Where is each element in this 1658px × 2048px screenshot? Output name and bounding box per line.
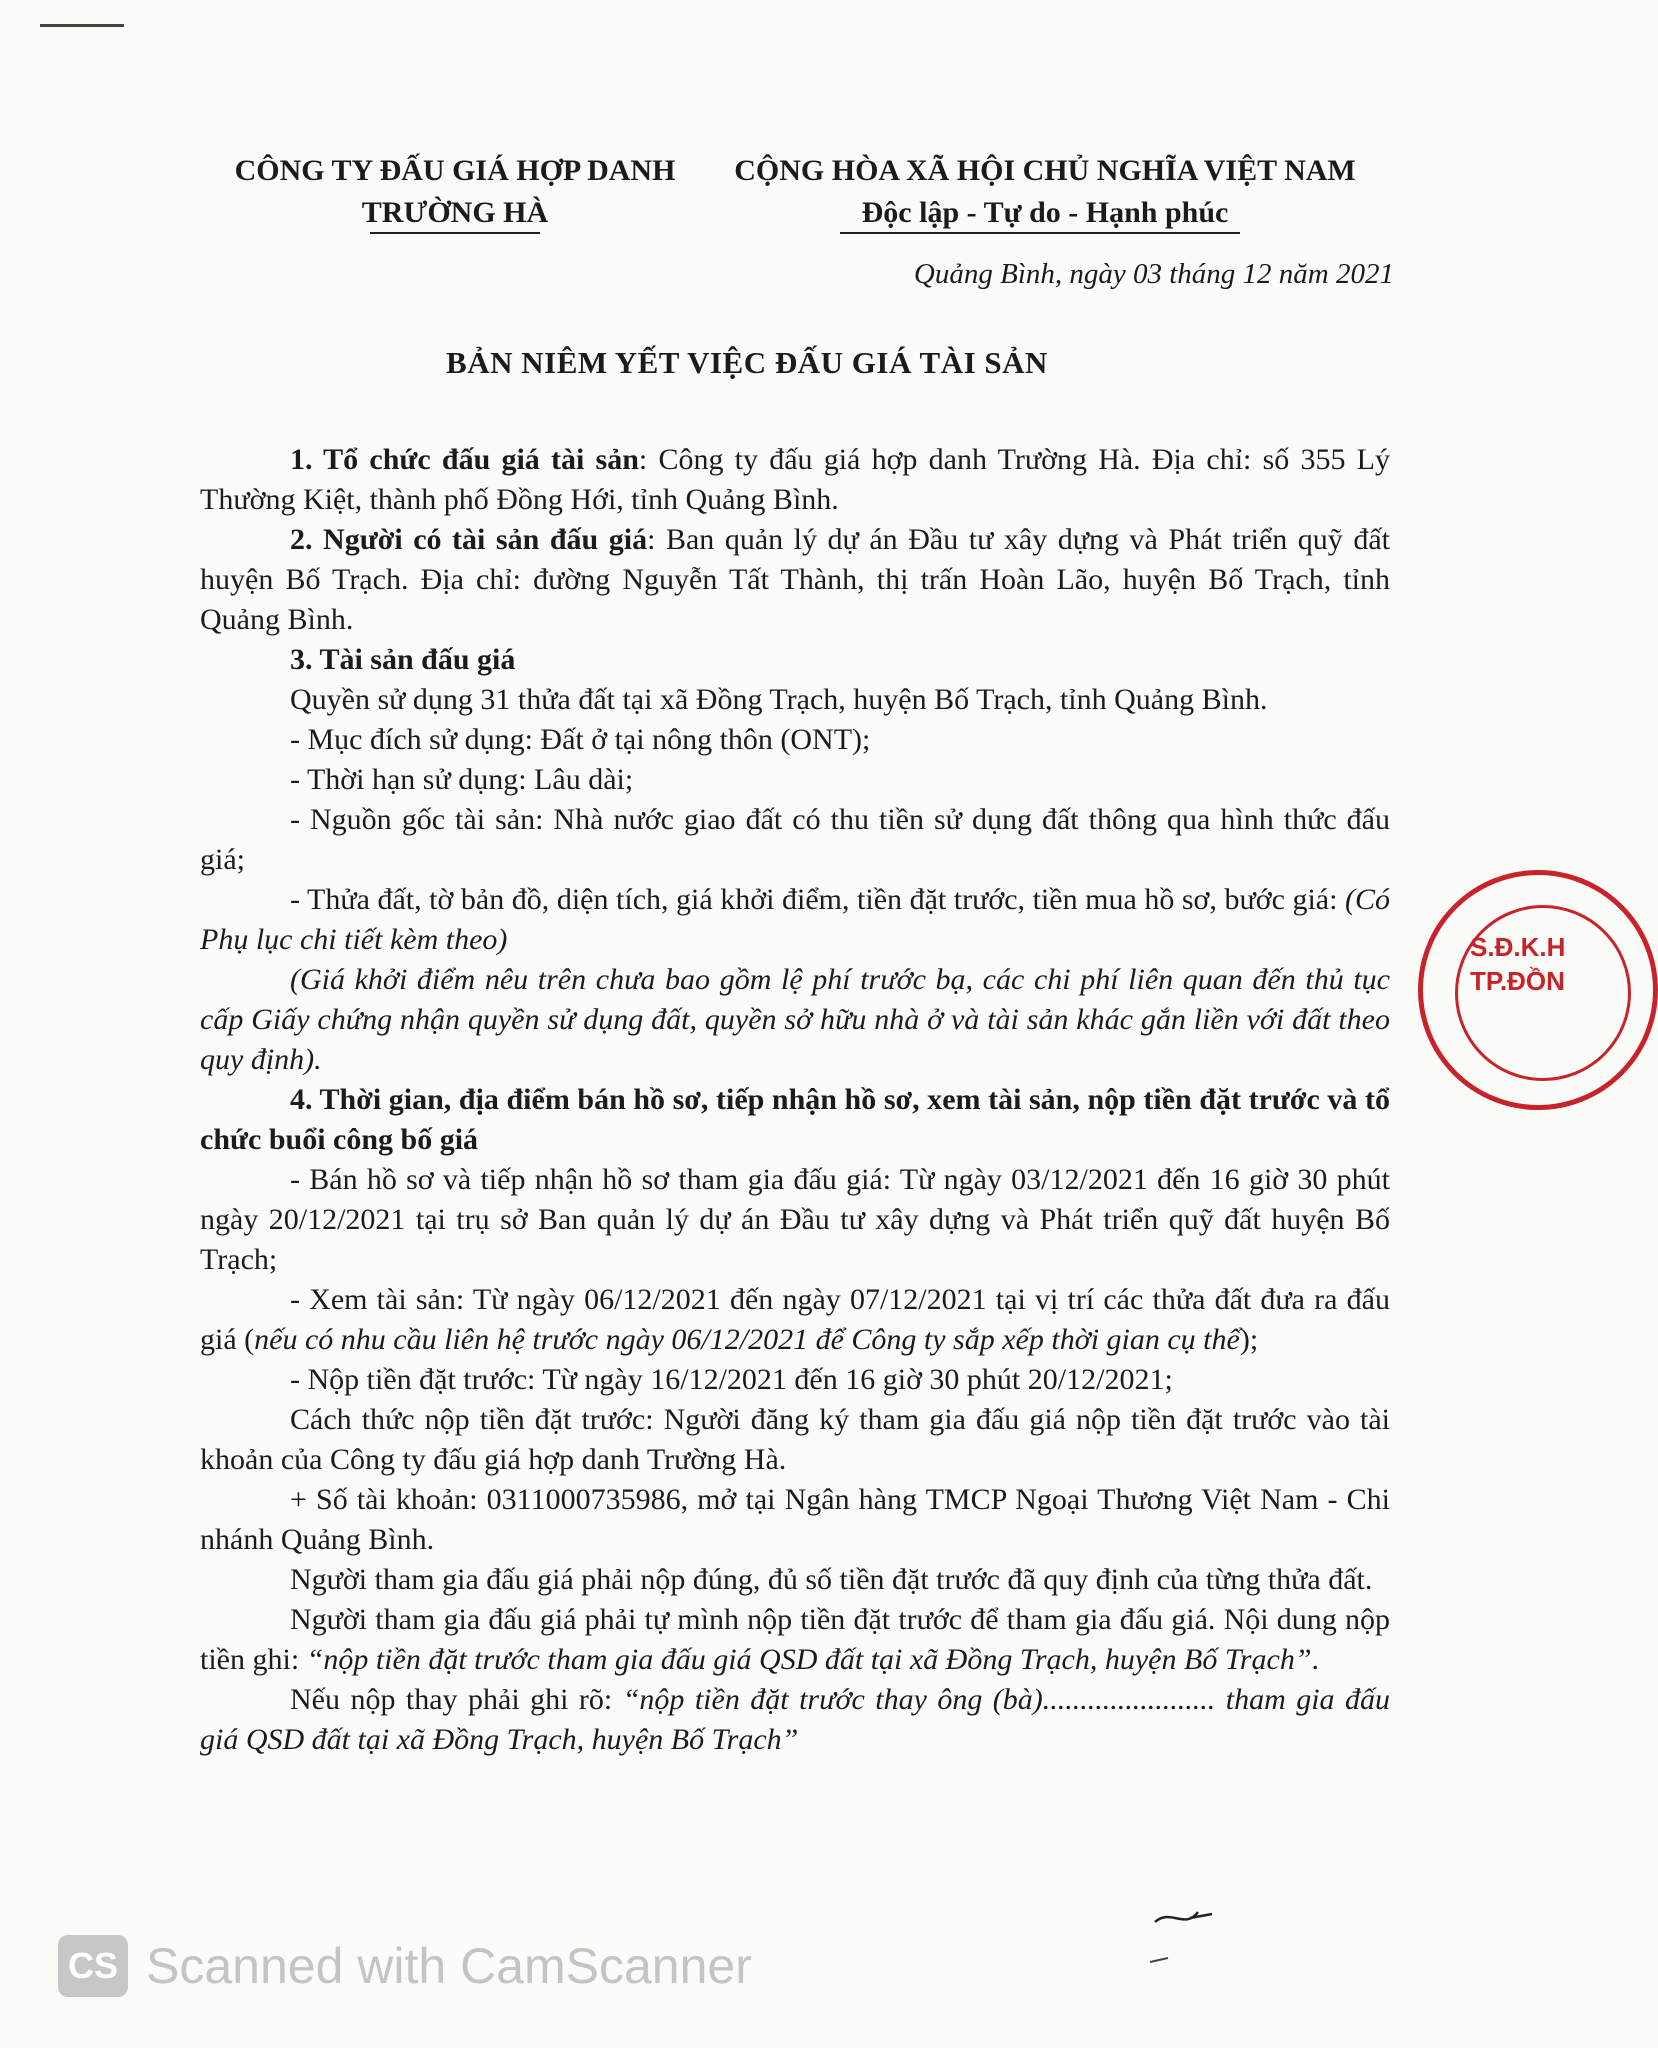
section-4-sale: - Bán hồ sơ và tiếp nhận hồ sơ tham gia đấu giá: Từ ngày 03/12/2021 đến 16 giờ 30 phút ngày 20/12/2021 tại trụ sở Ban quản lý dự án Đầu tư xây dựng và Phát triển quỹ đất huyện Bố Trạch; <box>200 1163 1390 1276</box>
section-4-payment-quote: “nộp tiền đặt trước tham gia đấu giá QSD đất tại xã Đồng Trạch, huyện Bố Trạch” <box>306 1643 1312 1676</box>
section-3-details-note: (Có Phụ lục chi tiết kèm theo) <box>200 883 1390 956</box>
section-4-heading: 4. Thời gian, địa điểm bán hồ sơ, tiếp nhận hồ sơ, xem tài sản, nộp tiền đặt trước và tổ chức buổi công bố giá <box>200 1083 1390 1156</box>
national-title: CỘNG HÒA XÃ HỘI CHỦ NGHĨA VIỆT NAM <box>734 154 1356 187</box>
organization-name-line1: CÔNG TY ĐẤU GIÁ HỢP DANH <box>234 154 676 187</box>
section-4-deposit-method: Cách thức nộp tiền đặt trước: Người đăng ký tham gia đấu giá nộp tiền đặt trước vào tài khoản của Công ty đấu giá hợp danh Trường Hà. <box>200 1403 1390 1476</box>
section-4-deposit-time: - Nộp tiền đặt trước: Từ ngày 16/12/2021 đến 16 giờ 30 phút 20/12/2021; <box>290 1363 1173 1396</box>
national-motto: Độc lập - Tự do - Hạnh phúc <box>861 196 1229 229</box>
section-2-heading: 2. Người có tài sản đấu giá <box>290 523 648 556</box>
section-4-payment-end: . <box>1311 1643 1320 1676</box>
section-4-viewing <box>200 1280 1390 1360</box>
section-3-heading: 3. Tài sản đấu giá <box>290 643 516 676</box>
section-3-price-note: (Giá khởi điểm nêu trên chưa bao gồm lệ phí trước bạ, các chi phí liên quan đến thủ tục cấp Giấy chứng nhận quyền sử dụng đất, quyền sở hữu nhà ở và tài sản khác gắn liền với đất theo quy định). <box>200 963 1390 1076</box>
section-1 <box>200 440 1390 520</box>
section-4-proxy-quote: “nộp tiền đặt trước thay ông (bà)....................... tham gia đấu giá QSD đất tại xã Đồng Trạch, huyện Bố Trạch” <box>200 1683 1390 1756</box>
section-4-deposit-amount: Người tham gia đấu giá phải nộp đúng, đủ số tiền đặt trước đã quy định của từng thửa đất. <box>290 1563 1373 1596</box>
section-3-purpose: - Mục đích sử dụng: Đất ở tại nông thôn (ONT); <box>290 723 871 756</box>
section-4-payment-text: Người tham gia đấu giá phải tự mình nộp tiền đặt trước để tham gia đấu giá. Nội dung nộp tiền ghi: <box>200 1603 1390 1676</box>
place-date: Quảng Bình, ngày 03 tháng 12 năm 2021 <box>913 258 1394 290</box>
section-4-proxy-text: Nếu nộp thay phải ghi rõ: <box>290 1683 623 1716</box>
section-3-details <box>200 880 1390 960</box>
section-3-paragraph: Quyền sử dụng 31 thửa đất tại xã Đồng Trạch, huyện Bố Trạch, tỉnh Quảng Bình. <box>290 683 1268 716</box>
corner-mark <box>40 24 124 27</box>
section-1-text: : Công ty đấu giá hợp danh Trường Hà. Địa chỉ: số 355 Lý Thường Kiệt, thành phố Đồng Hới, tỉnh Quảng Bình. <box>200 443 1390 516</box>
red-seal-text: S.Đ.K.H TP.ĐỒN <box>1470 932 1566 996</box>
organization-name-line2: TRƯỜNG HÀ <box>361 196 549 229</box>
motto-underline <box>840 232 1240 234</box>
section-4-viewing-note: nếu có nhu cầu liên hệ trước ngày 06/12/2021 để Công ty sắp xếp thời gian cụ thể <box>254 1323 1240 1356</box>
document-body <box>200 440 1390 1760</box>
section-1-heading: 1. Tổ chức đấu giá tài sản <box>290 443 639 476</box>
organization-underline <box>370 232 540 234</box>
section-4-viewing-end: ); <box>1239 1323 1259 1356</box>
section-2-text: : Ban quản lý dự án Đầu tư xây dựng và Phát triển quỹ đất huyện Bố Trạch. Địa chỉ: đường Nguyễn Tất Thành, thị trấn Hoàn Lão, huyện Bố Trạch, tỉnh Quảng Bình. <box>200 523 1390 636</box>
section-3-details-text: - Thửa đất, tờ bản đồ, diện tích, giá khởi điểm, tiền đặt trước, tiền mua hồ sơ, bước giá: <box>290 883 1345 916</box>
camscanner-watermark: Scanned with CamScanner <box>146 1938 752 1994</box>
signature-mark <box>1150 1900 1270 1970</box>
section-3-duration: - Thời hạn sử dụng: Lâu dài; <box>290 763 634 796</box>
organization-header <box>195 150 715 234</box>
section-4-proxy-payment <box>200 1680 1390 1760</box>
section-4-viewing-text: - Xem tài sản: Từ ngày 06/12/2021 đến ngày 07/12/2021 tại vị trí các thửa đất đưa ra đấu giá ( <box>200 1283 1390 1356</box>
section-2 <box>200 520 1390 640</box>
document-title: BẢN NIÊM YẾT VIỆC ĐẤU GIÁ TÀI SẢN <box>446 345 1048 380</box>
section-4-payment-content <box>200 1600 1390 1680</box>
section-3-origin: - Nguồn gốc tài sản: Nhà nước giao đất có thu tiền sử dụng đất thông qua hình thức đấu giá; <box>200 803 1390 876</box>
section-4-bank-account: + Số tài khoản: 0311000735986, mở tại Ngân hàng TMCP Ngoại Thương Việt Nam - Chi nhánh Quảng Bình. <box>200 1483 1390 1556</box>
national-header <box>695 150 1395 234</box>
camscanner-logo-icon: CS <box>58 1935 128 1997</box>
